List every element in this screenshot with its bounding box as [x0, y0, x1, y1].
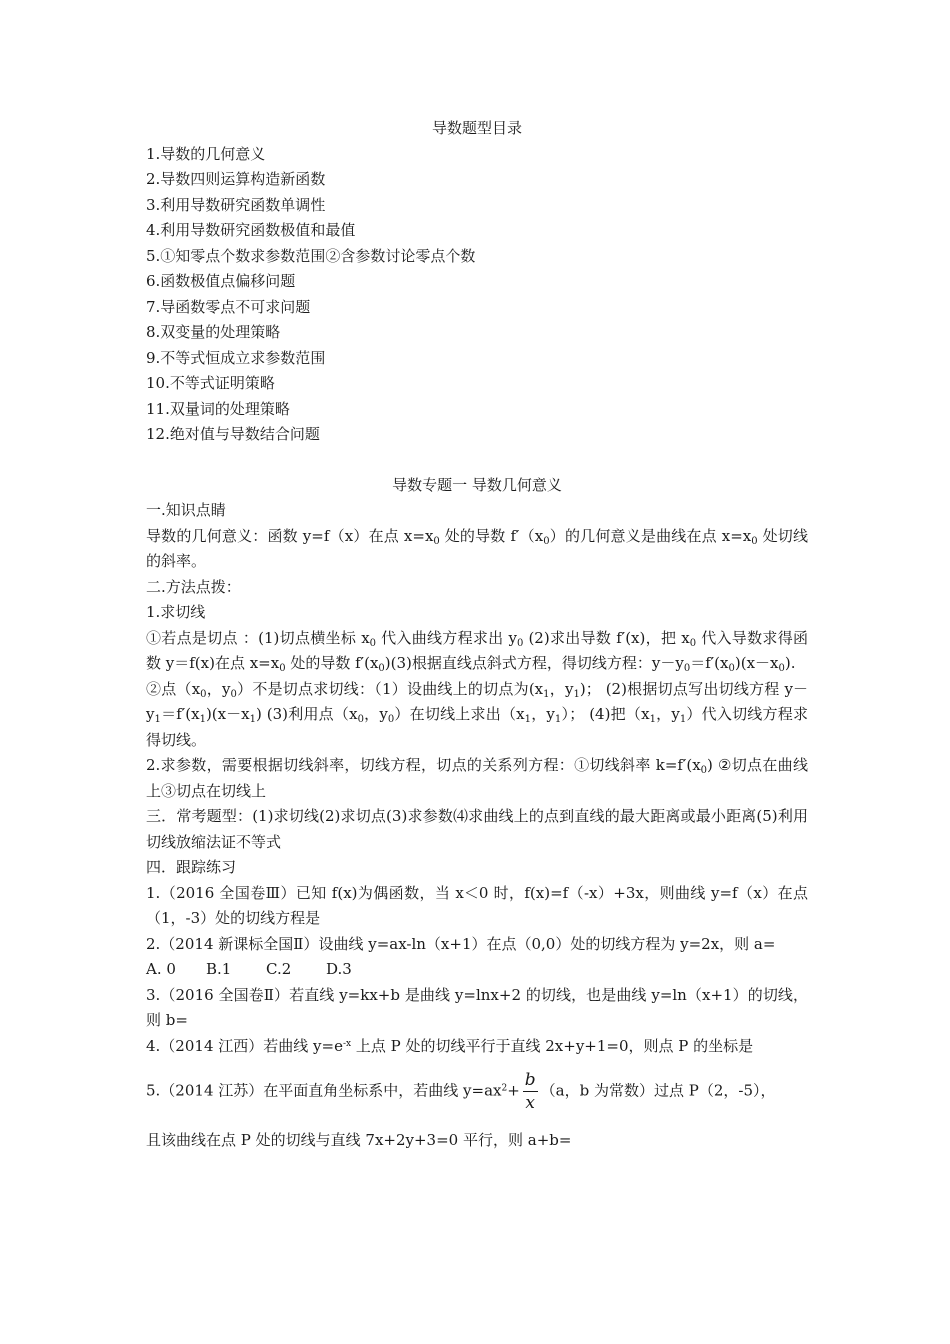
question-5-continuation: 且该曲线在点 P 处的切线与直线 7x+2y+3=0 平行，则 a+b=	[146, 1131, 572, 1149]
section-title: 导数专题一 导数几何意义	[392, 475, 562, 494]
toc-item: 9.不等式恒成立求参数范围	[146, 348, 326, 367]
method-1a-paragraph: ①若点是切点 ：(1)切点横坐标 $x_0$ 代入曲线方程求出 $y_0$ (2)求出导数 f′(x)，把 $x_0$ 代入导数求得函数 y＝f(x)在点 $x=x_0$ 处的导数 $f'(x_0)(3)$根据直线点斜式方程，得切线方程：$y-y_0=f'(x_0)(x-x_0)$.	[146, 628, 808, 674]
toc-item: 12.绝对值与导数结合问题	[146, 425, 320, 443]
question-4: 4.（2014 江西）若曲线 $y=e^{-x}$ 上点 P 处的切线平行于直线 2x+y+1=0，则点 P 的坐标是	[146, 1036, 754, 1055]
toc-item: 4.利用导数研究函数极值和最值	[146, 221, 356, 239]
toc-item: 8.双变量的处理策略	[146, 323, 281, 341]
toc-item: 3.利用导数研究函数单调性	[146, 195, 326, 214]
toc-item: 11.双量词的处理策略	[146, 399, 290, 418]
knowledge-paragraph: 导数的几何意义：函数 y=f（x）在点 $x=x_0$ 处的导数 $f'(x_0)$的几何意义是曲线在点 $x=x_0$ 处切线的斜率。	[146, 526, 808, 570]
toc-item: 2.导数四则运算构造新函数	[146, 170, 326, 188]
question-2-options	[146, 957, 808, 983]
option-b: B.1	[206, 960, 232, 978]
question-3: 3.（2016 全国卷Ⅱ）若直线 y=kx+b 是曲线 y=lnx+2 的切线，也是曲线 y=ln（x+1）的切线，则 b=	[146, 985, 808, 1029]
common-types-paragraph: 三．常考题型：(1)求切线(2)求切点(3)求参数⑷求曲线上的点到直线的最大距离或最小距离(5)利用切线放缩法证不等式	[146, 807, 808, 851]
question-2: 2.（2014 新课标全国Ⅱ）设曲线 y=ax-ln（x+1）在点（0,0）处的切线方程为 y=2x，则 a=	[146, 934, 776, 953]
heading-practice: 四．跟踪练习	[146, 858, 237, 876]
toc-title: 导数题型目录	[431, 119, 522, 137]
heading-methods: 二.方法点拨：	[146, 577, 241, 596]
document-page	[146, 116, 808, 1154]
fraction-b-over-x: $\frac{b}{x}$	[524, 1070, 536, 1113]
method-1-title: 1.求切线	[146, 603, 206, 621]
toc-item: 6.函数极值点偏移问题	[146, 272, 296, 290]
toc-item: 10.不等式证明策略	[146, 374, 275, 392]
option-a: A. 0	[146, 960, 176, 978]
option-d: D.3	[326, 960, 352, 978]
option-c: C.2	[266, 960, 292, 978]
toc-list	[146, 142, 808, 448]
method-2-paragraph: 2.求参数，需要根据切线斜率，切线方程，切点的关系列方程：①切线斜率 $k=f'(x_0)$ ②切点在曲线上③切点在切线上	[146, 756, 808, 800]
toc-item: 7.导函数零点不可求问题	[146, 297, 311, 316]
question-5: 5.（2014 江苏）在平面直角坐标系中，若曲线 $y=ax^2+$ $\frac{b}{x}$ （a，b 为常数）过点 P（2，-5），	[146, 1070, 776, 1113]
toc-item: 1.导数的几何意义	[146, 144, 266, 163]
question-1: 1.（2016 全国卷Ⅲ）已知 f(x)为偶函数，当 x＜0 时，f(x)=f（-x）+3x，则曲线 y=f（x）在点（1，-3）处的切线方程是	[146, 883, 808, 927]
method-1b-paragraph: ②点（$x_0$，$y_0$）不是切点求切线：（1）设曲线上的切点为($x_1$，$y_1$)； (2)根据切点写出切线方程 $y-y_1=f'(x_1)(x-x_1)$ (3)利用点（$x_0$，$y_0$）在切线上求出（$x_1$，$y_1$）； (4)把（$x_1$，$y_1$）代入切线方程求得切线。	[146, 679, 808, 749]
heading-knowledge: 一.知识点睛	[146, 501, 226, 519]
toc-item: 5.①知零点个数求参数范围②含参数讨论零点个数	[146, 246, 476, 265]
